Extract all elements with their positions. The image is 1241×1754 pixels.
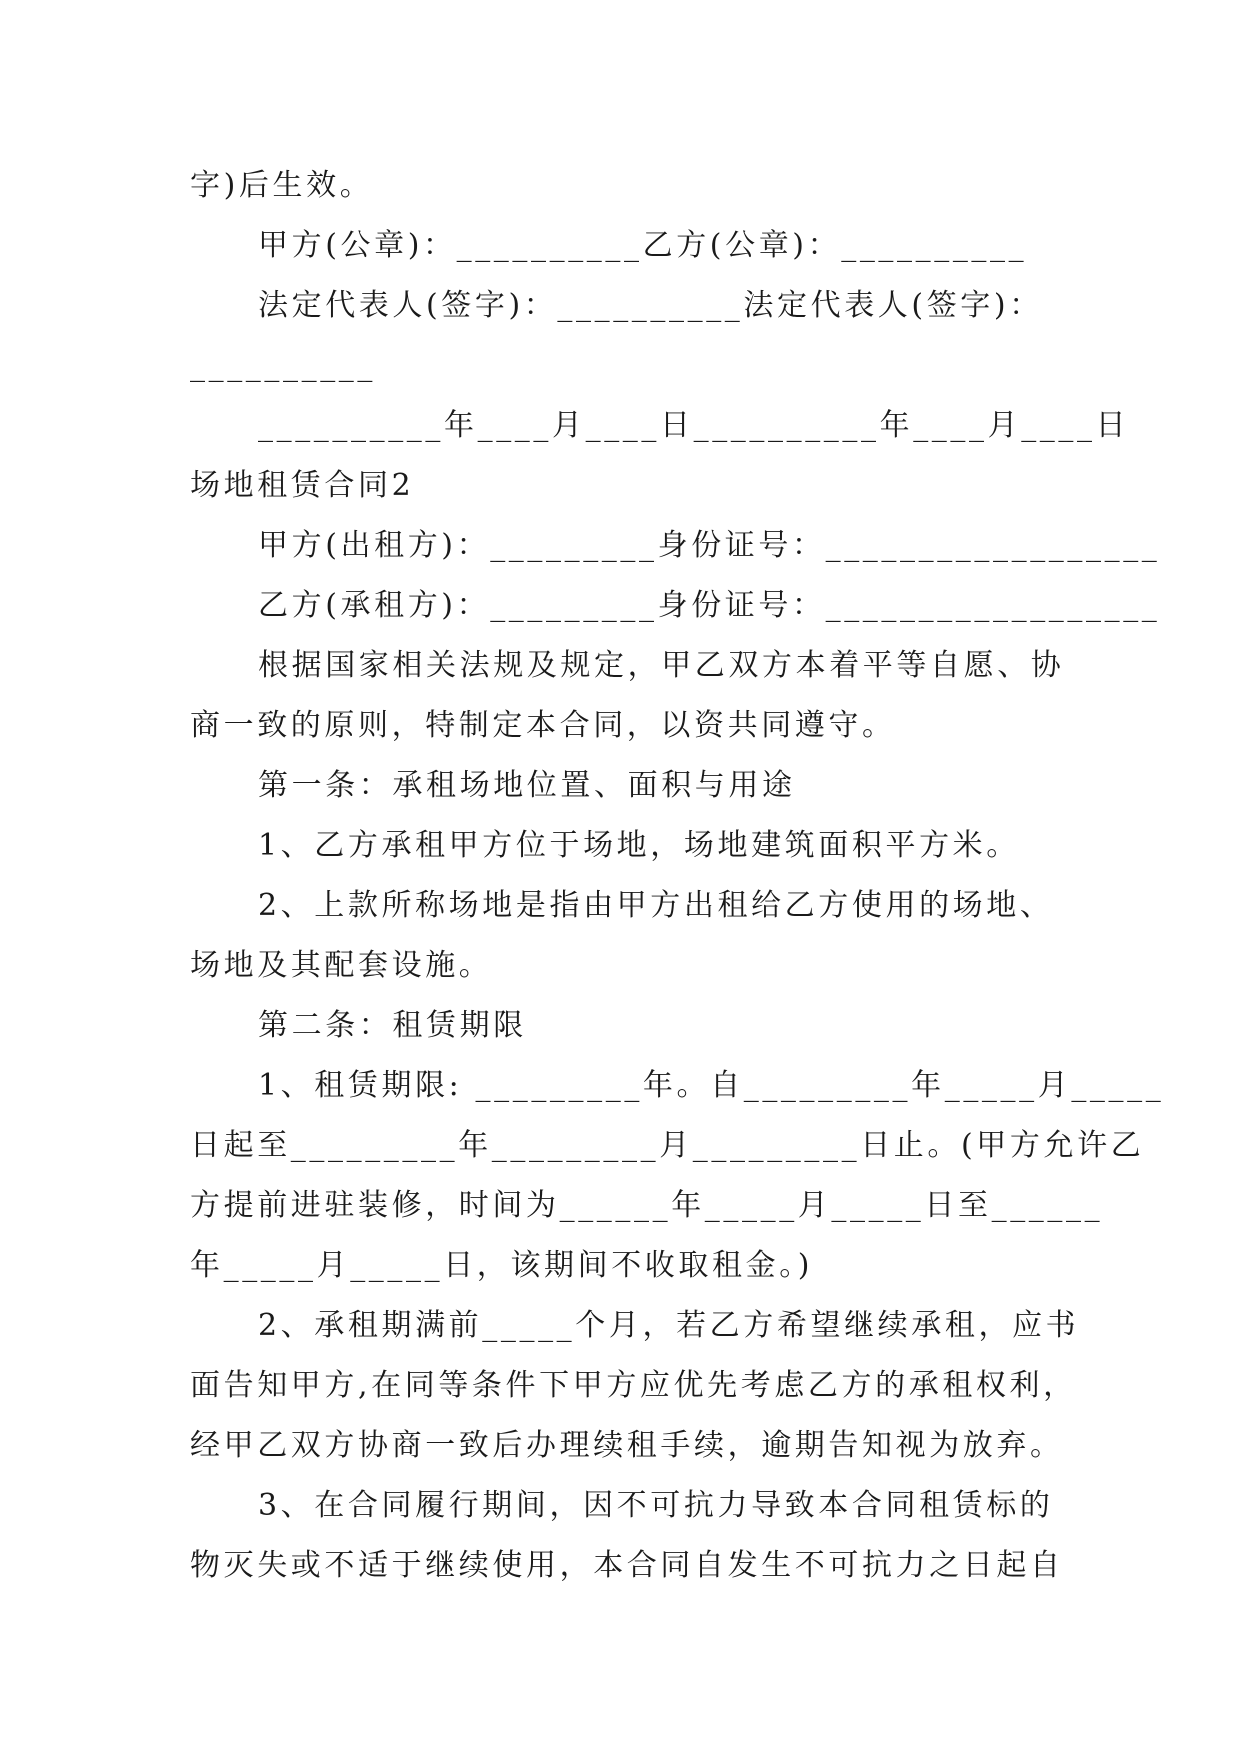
clause-line: 日起至_________年_________月_________日止。(甲方允许乙 (190, 1128, 1145, 1163)
party-a-line: 甲方(出租方)：_________身份证号：__________________ (258, 528, 1161, 563)
clause-line: 面告知甲方,在同等条件下甲方应优先考虑乙方的承租权利， (190, 1368, 1077, 1403)
article-heading: 第二条：租赁期限 (258, 1008, 527, 1043)
signature-line-representative: 法定代表人(签字)：__________法定代表人(签字)： (258, 288, 1043, 323)
clause-line: 年_____月_____日，该期间不收取租金。) (190, 1248, 814, 1283)
clause-line: 2、上款所称场地是指由甲方出租给乙方使用的场地、 (258, 888, 1054, 923)
party-b-line: 乙方(承租方)：_________身份证号：__________________ (258, 588, 1161, 623)
paragraph-line: 商一致的原则，特制定本合同，以资共同遵守。 (190, 708, 896, 743)
text-line: 字)后生效。 (190, 168, 374, 203)
paragraph-line: 根据国家相关法规及规定，甲乙双方本着平等自愿、协 (258, 648, 1065, 683)
clause-line: 1、乙方承租甲方位于场地，场地建筑面积平方米。 (258, 828, 1020, 863)
signature-blank: __________ (190, 348, 376, 383)
signature-line-seal: 甲方(公章)：__________乙方(公章)：__________ (258, 228, 1028, 263)
contract-title: 场地租赁合同2 (190, 468, 415, 503)
clause-line: 经甲乙双方协商一致后办理续租手续，逾期告知视为放弃。 (190, 1428, 1064, 1463)
clause-line: 方提前进驻装修，时间为______年_____月_____日至______ (190, 1188, 1104, 1223)
date-line: __________年____月____日__________年____月____日 (258, 408, 1130, 443)
clause-line: 3、在合同履行期间，因不可抗力导致本合同租赁标的 (258, 1488, 1054, 1523)
article-heading: 第一条：承租场地位置、面积与用途 (258, 768, 796, 803)
clause-line: 1、租赁期限: _________年。自_________年_____月_____ (258, 1068, 1165, 1103)
clause-line: 场地及其配套设施。 (190, 948, 493, 983)
clause-line: 2、承租期满前_____个月，若乙方希望继续承租，应书 (258, 1308, 1080, 1343)
clause-line: 物灭失或不适于继续使用，本合同自发生不可抗力之日起自 (190, 1548, 1064, 1583)
